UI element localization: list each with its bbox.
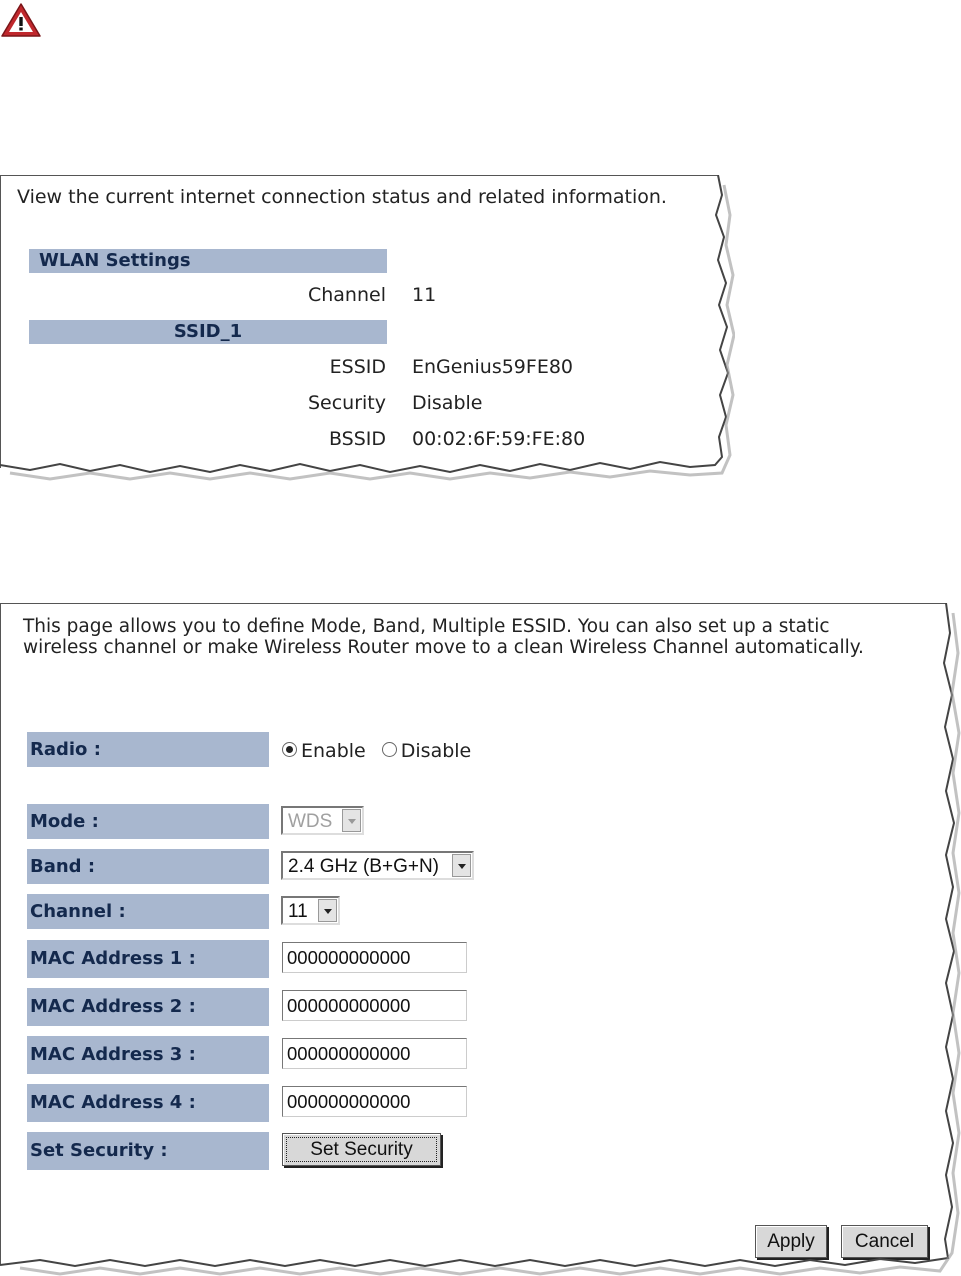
security-value: Disable	[412, 392, 483, 414]
settings-intro-text: This page allows you to define Mode, Band, Multiple ESSID. You can also set up a static wireless channel or make Wireless Router move to a clean Wireless Channel automatically.	[23, 616, 864, 658]
mac-address-4-label: MAC Address 4 :	[27, 1084, 269, 1122]
mac-address-3-input[interactable]: 000000000000	[282, 1038, 467, 1069]
mac-address-1-label: MAC Address 1 :	[27, 940, 269, 978]
channel-value: 11	[412, 284, 437, 306]
radio-disable-option[interactable]: Disable	[382, 740, 471, 762]
warning-triangle-icon	[0, 2, 42, 38]
mode-select: WDS	[281, 806, 364, 835]
security-label: Security	[307, 392, 386, 414]
mac-address-3-label: MAC Address 3 :	[27, 1036, 269, 1074]
set-security-button[interactable]: Set Security	[282, 1133, 441, 1166]
wlan-settings-header: WLAN Settings	[29, 249, 387, 273]
mode-label: Mode :	[27, 804, 269, 839]
torn-edge-decoration	[0, 603, 961, 1276]
bssid-label: BSSID	[328, 428, 386, 450]
essid-label: ESSID	[329, 356, 386, 378]
mac-address-1-input[interactable]: 000000000000	[282, 942, 467, 973]
cancel-button[interactable]: Cancel	[841, 1225, 928, 1258]
channel-select[interactable]: 11	[281, 896, 340, 925]
mac-address-2-input[interactable]: 000000000000	[282, 990, 467, 1021]
channel-label: Channel	[307, 284, 386, 306]
apply-button[interactable]: Apply	[755, 1225, 827, 1258]
bssid-value: 00:02:6F:59:FE:80	[412, 428, 586, 450]
mac-address-4-input[interactable]: 000000000000	[282, 1086, 467, 1117]
band-label: Band :	[27, 849, 269, 884]
essid-value: EnGenius59FE80	[412, 356, 574, 378]
channel-field-label: Channel :	[27, 894, 269, 929]
radio-enable-option[interactable]: Enable	[282, 740, 372, 762]
radio-label: Radio :	[27, 732, 269, 767]
set-security-label: Set Security :	[27, 1132, 269, 1170]
band-select[interactable]: 2.4 GHz (B+G+N)	[281, 851, 474, 880]
torn-edge-decoration	[0, 175, 735, 485]
status-intro-text: View the current internet connection status and related information.	[17, 186, 667, 208]
mac-address-2-label: MAC Address 2 :	[27, 988, 269, 1026]
ssid-header: SSID_1	[29, 320, 387, 344]
